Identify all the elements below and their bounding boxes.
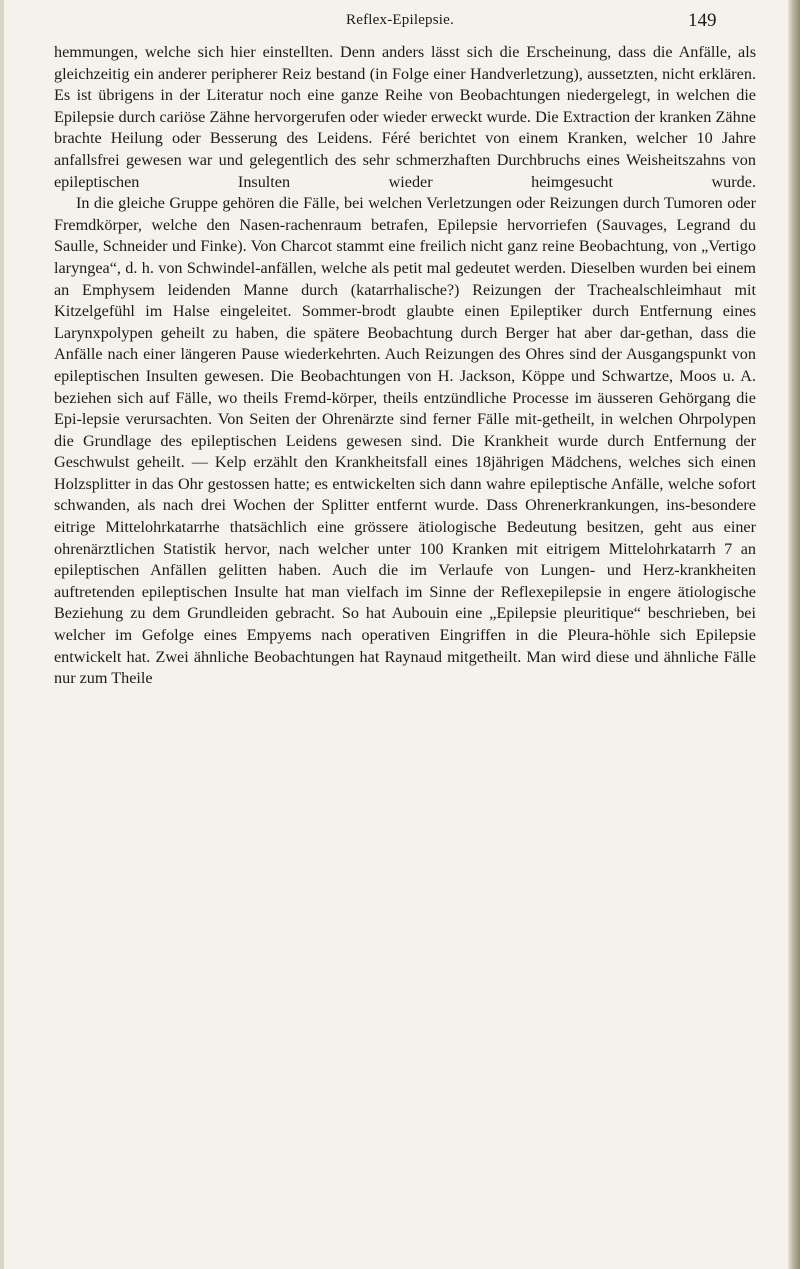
page-number: 149 — [688, 10, 717, 31]
page-binding-edge — [788, 0, 800, 1269]
paragraph-1: hemmungen, welche sich hier einstellten. Denn anders lässt sich die Erscheinung, dass die Anfälle, als gleichzeitig ein anderer peripherer Reiz bestand (in Folge einer Handverletzung), aussetzten, nicht erklären. Es ist übrigens in der Literatur noch eine ganze Reihe von Beobachtungen niedergelegt, in welchen die Epilepsie durch cariöse Zähne hervorgerufen oder wieder erweckt wurde. Die Extraction der kranken Zähne brachte Heilung oder Besserung des Leidens. Féré berichtet von einem Kranken, welcher 10 Jahre anfallsfrei gewesen war und gelegentlich des sehr schmerzhaften Durchbruchs eines Weisheitszahns von epileptischen Insulten wieder heimgesucht wurde. — [54, 43, 756, 191]
page-header — [0, 10, 800, 36]
body-text — [54, 42, 756, 690]
page-left-edge — [0, 0, 4, 1269]
paragraph-2: In die gleiche Gruppe gehören die Fälle, bei welchen Verletzungen oder Reizungen durch Tumoren oder Fremdkörper, welche den Nasen-rachenraum betrafen, Epilepsie hervorriefen (Sauvages, Legrand du Saulle, Schneider und Finke). Von Charcot stammt eine freilich nicht ganz reine Beobachtung, von „Vertigo laryngea“, d. h. von Schwindel-anfällen, welche als petit mal gedeutet werden. Dieselben wurden bei einem an Emphysem leidenden Manne durch (katarrhalische?) Reizungen der Trachealschleimhaut mit Kitzelgefühl im Halse eingeleitet. Sommer-brodt glaubte einen Epileptiker durch Entfernung eines Larynxpolypen geheilt zu haben, die spätere Beobachtung durch Berger hat aber dar-gethan, dass die Anfälle nach einer längeren Pause wiederkehrten. Auch Reizungen des Ohres sind der Ausgangspunkt von epileptischen Insulten gewesen. Die Beobachtungen von H. Jackson, Köppe und Schwartze, Moos u. A. beziehen sich auf Fälle, wo theils Fremd-körper, theils entzündliche Processe im äusseren Gehörgang die Epi-lepsie verursachten. Von Seiten der Ohrenärzte sind ferner Fälle mit-getheilt, in welchen Ohrpolypen die Grundlage des epileptischen Leidens gewesen sind. Die Krankheit wurde durch Entfernung der Geschwulst geheilt. — Kelp erzählt den Krankheitsfall eines 18jährigen Mädchens, welches sich einen Holzsplitter in das Ohr gestossen hatte; es entwickelten sich dann wahre epileptische Anfälle, welche sofort schwanden, als nach drei Wochen der Splitter entfernt wurde. Dass Ohrenerkrankungen, ins-besondere eitrige Mittelohrkatarrhe thatsächlich eine grössere ätiologische Bedeutung besitzen, geht aus einer ohrenärztlichen Statistik hervor, nach welcher unter 100 Kranken mit eitrigem Mittelohrkatarrh 7 an epileptischen Anfällen gelitten haben. Auch die im Verlaufe von Lungen- und Herz-krankheiten auftretenden epileptischen Insulte hat man vielfach im Sinne der Reflexepilepsie in engere ätiologische Beziehung zu dem Grundleiden gebracht. So hat Aubouin eine „Epilepsie pleuritique“ beschrieben, bei welcher im Gefolge eines Empyems nach operativen Eingriffen in die Pleura-höhle sich Epilepsie entwickelt hat. Zwei ähnliche Beobachtungen hat Raynaud mitgetheilt. Man wird diese und ähnliche Fälle nur zum Theile — [54, 194, 756, 688]
running-head: Reflex-Epilepsie. — [346, 12, 454, 28]
